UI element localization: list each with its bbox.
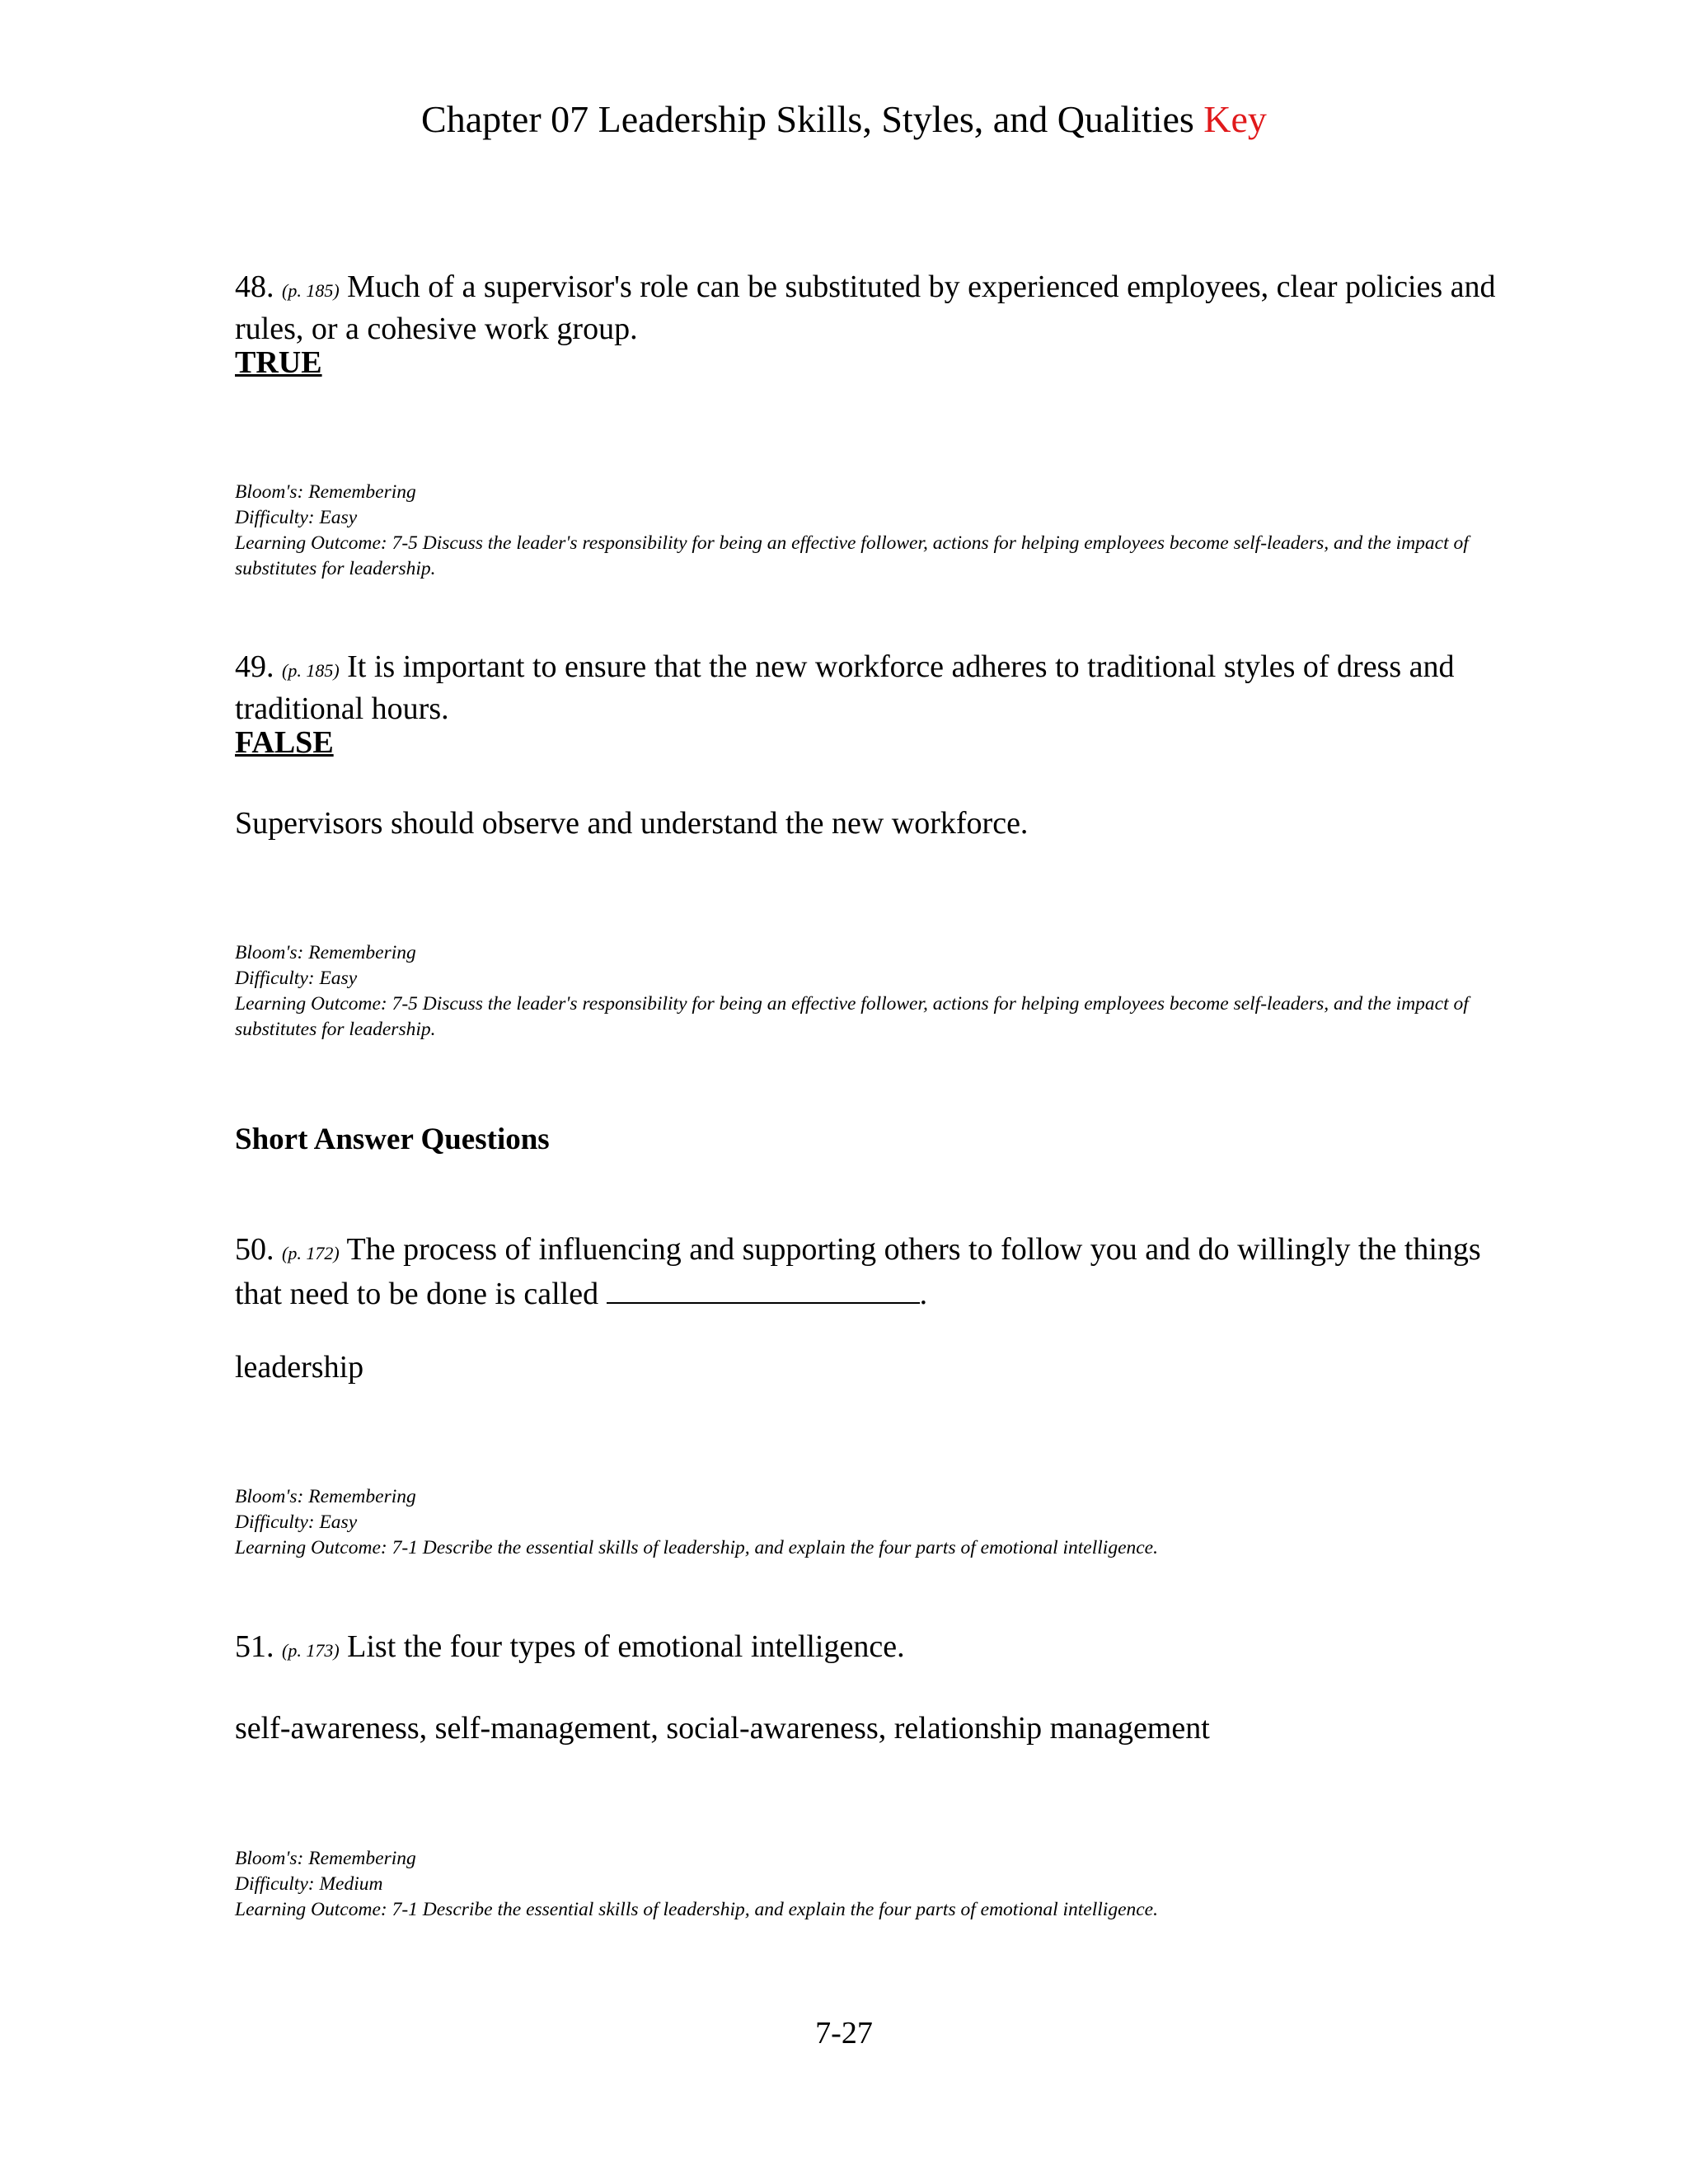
learning-outcome: Learning Outcome: 7-5 Discuss the leader's responsibility for being an effective follower, actions for helping employees become self-leaders, and the impact of substitutes for leadership. xyxy=(235,532,1469,579)
question-text: Much of a supervisor's role can be substituted by experienced employees, clear policies and rules, or a cohesive work group. xyxy=(235,269,1496,346)
answer-51: self-awareness, self-management, social-awareness, relationship management xyxy=(235,1711,1210,1746)
blooms-level: Bloom's: Remembering xyxy=(235,481,416,503)
question-number: 50. xyxy=(235,1232,274,1267)
difficulty: Difficulty: Medium xyxy=(235,1873,383,1895)
page-number: 7-27 xyxy=(815,2016,873,2050)
blooms-level: Bloom's: Remembering xyxy=(235,1486,416,1507)
blooms-level: Bloom's: Remembering xyxy=(235,1848,416,1869)
answer-50: leadership xyxy=(235,1350,364,1385)
section-title: Short Answer Questions xyxy=(235,1122,550,1156)
blooms-level: Bloom's: Remembering xyxy=(235,942,416,963)
page-reference: (p. 185) xyxy=(282,280,340,301)
difficulty: Difficulty: Easy xyxy=(235,968,358,989)
answer-49: FALSE xyxy=(235,725,334,760)
metadata-51 xyxy=(235,1846,1504,1923)
question-51 xyxy=(235,1628,1496,1670)
explanation-49: Supervisors should observe and understand the new workforce. xyxy=(235,806,1029,841)
page-reference: (p. 173) xyxy=(282,1640,340,1661)
page-reference: (p. 172) xyxy=(282,1243,340,1263)
fill-in-blank xyxy=(607,1272,920,1304)
metadata-48 xyxy=(235,480,1504,582)
page-reference: (p. 185) xyxy=(282,660,340,681)
metadata-49 xyxy=(235,940,1504,1043)
learning-outcome: Learning Outcome: 7-5 Discuss the leader's responsibility for being an effective follower, actions for helping employees become self-leaders, and the impact of substitutes for leadership. xyxy=(235,993,1469,1040)
question-text-end: . xyxy=(919,1277,928,1311)
question-text: The process of influencing and supporting others to follow you and do willingly the things that need to be done is called xyxy=(235,1232,1481,1311)
answer-48: TRUE xyxy=(235,345,322,380)
question-number: 49. xyxy=(235,649,274,684)
question-50 xyxy=(235,1230,1496,1313)
learning-outcome: Learning Outcome: 7-1 Describe the essential skills of leadership, and explain the four parts of emotional intelligence. xyxy=(235,1537,1158,1558)
question-number: 51. xyxy=(235,1629,274,1664)
metadata-50 xyxy=(235,1484,1504,1561)
question-48 xyxy=(235,268,1496,348)
question-49 xyxy=(235,648,1496,728)
chapter-title: Chapter 07 Leadership Skills, Styles, and Qualities xyxy=(421,98,1194,140)
question-text: List the four types of emotional intelligence. xyxy=(347,1629,905,1664)
difficulty: Difficulty: Easy xyxy=(235,507,358,528)
difficulty: Difficulty: Easy xyxy=(235,1511,358,1533)
page-header xyxy=(0,97,1688,141)
key-label: Key xyxy=(1203,98,1267,140)
question-text: It is important to ensure that the new workforce adheres to traditional styles of dress and traditional hours. xyxy=(235,649,1455,726)
question-number: 48. xyxy=(235,269,274,304)
learning-outcome: Learning Outcome: 7-1 Describe the essential skills of leadership, and explain the four parts of emotional intelligence. xyxy=(235,1899,1158,1920)
